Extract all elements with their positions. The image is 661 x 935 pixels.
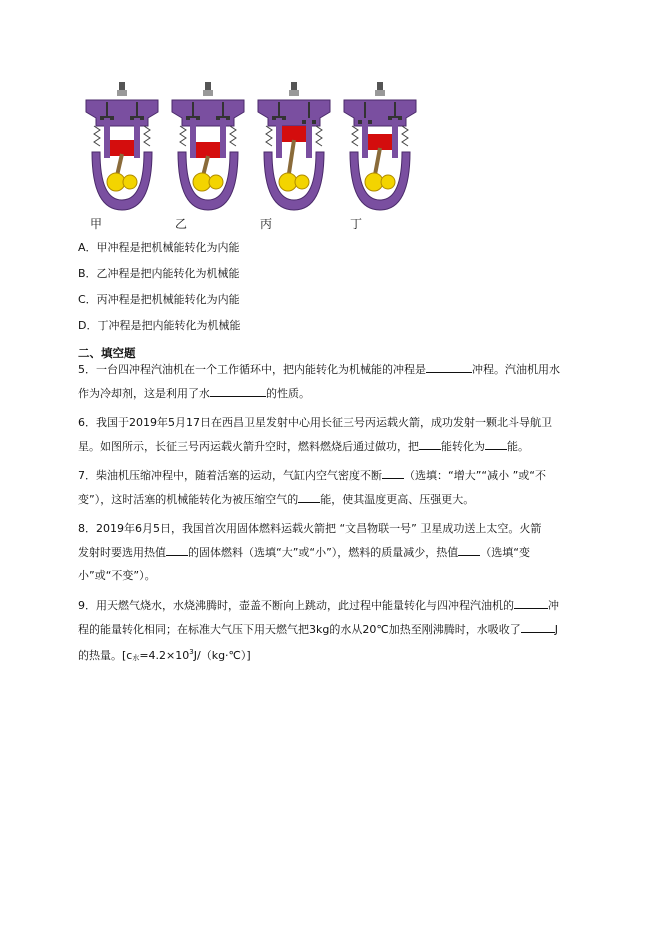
q5-text: 的性质。 xyxy=(266,386,310,400)
cylinder-head xyxy=(86,100,158,126)
q9-text: J/（kg·℃）] xyxy=(193,649,251,662)
q9-text: 冲 xyxy=(548,599,559,612)
label-jia: 甲 xyxy=(90,217,103,231)
question-7 xyxy=(78,464,583,511)
engine-3 xyxy=(258,82,330,210)
option-d: D．丁冲程是把内能转化为机械能 xyxy=(78,319,241,332)
question-9 xyxy=(78,594,583,671)
cylinder-wall-right xyxy=(306,118,312,158)
q9-text: 程的能量转化相同；在标准大气压下用天燃气把3kg的水从20℃加热至刚沸腾时，水吸收了 xyxy=(78,622,521,636)
cylinder-wall-left xyxy=(190,118,196,158)
spring-right xyxy=(144,126,150,146)
q7-text: 7．柴油机压缩冲程中，随着活塞的运动，气缸内空气密度不断 xyxy=(78,469,382,482)
q9-text: 9．用天燃气烧水，水烧沸腾时，壶盖不断向上跳动，此过程中能量转化与四冲程汽油机的 xyxy=(78,599,514,612)
engine-2 xyxy=(172,82,244,210)
q8-text: 小”或“不变”）。 xyxy=(78,569,156,582)
label-ding: 丁 xyxy=(350,217,363,231)
cylinder-wall-left xyxy=(104,118,110,158)
piston xyxy=(196,142,220,158)
q7-text: 变”），这时活塞的机械能转化为被压缩空气的 xyxy=(78,492,299,506)
cylinder-head xyxy=(344,100,416,126)
q9-blank-1 xyxy=(514,596,548,609)
q7-blank-2 xyxy=(298,490,320,503)
q9-superscript: 3 xyxy=(189,648,194,656)
q6-blank-1 xyxy=(419,437,441,450)
cylinder-wall-left xyxy=(362,118,368,158)
engine-diagrams xyxy=(78,82,418,217)
section-title: 二、填空题 xyxy=(78,346,136,360)
cylinder-wall-left xyxy=(276,118,282,158)
q9-subscript: 水 xyxy=(132,654,140,662)
label-bing: 丙 xyxy=(260,217,273,231)
q8-text: （选填“变 xyxy=(480,545,530,559)
cylinder-wall-right xyxy=(134,118,140,158)
question-8 xyxy=(78,517,583,588)
q5-blank-1 xyxy=(426,360,472,373)
q9-text: =4.2×10 xyxy=(139,649,190,662)
piston xyxy=(110,140,134,156)
q9-text: 的热量。[c xyxy=(78,649,133,662)
q5-text: 作为冷却剂，这是利用了水 xyxy=(78,386,210,400)
spring-right xyxy=(402,126,408,146)
q8-text: 发射时要选用热值 xyxy=(78,545,166,559)
crank-wheel xyxy=(193,173,211,191)
piston xyxy=(282,126,306,142)
spring-right xyxy=(316,126,322,146)
flywheel xyxy=(209,175,223,189)
engine-stroke-figure xyxy=(78,82,418,237)
q8-text: 8．2019年6月5日，我国首次用固体燃料运载火箭把 “文昌物联一号” 卫星成功送上太空。火箭 xyxy=(78,522,542,535)
spring-right xyxy=(230,126,236,146)
spring-left xyxy=(94,126,100,146)
spark-plug-base xyxy=(117,90,127,96)
q9-text: J xyxy=(554,622,558,636)
q8-blank-1 xyxy=(166,543,188,556)
spring-left xyxy=(352,126,358,146)
q7-text: 能，使其温度更高、压强更大。 xyxy=(320,492,475,506)
q8-blank-2 xyxy=(458,543,480,556)
q6-blank-2 xyxy=(485,437,507,450)
q8-text: 的固体燃料（选填“大”或“小”），燃料的质量减少，热值 xyxy=(188,545,459,559)
label-yi: 乙 xyxy=(175,217,188,231)
q6-text: 能。 xyxy=(507,439,529,453)
flywheel xyxy=(123,175,137,189)
cylinder-head xyxy=(258,100,330,126)
spring-left xyxy=(266,126,272,146)
crank-wheel xyxy=(279,173,297,191)
q6-text: 能转化为 xyxy=(441,439,485,453)
cylinder-wall-right xyxy=(220,118,226,158)
flywheel xyxy=(295,175,309,189)
q6-text: 星。如图所示，长征三号丙运载火箭升空时，燃料燃烧后通过做功，把 xyxy=(78,439,419,453)
question-5 xyxy=(78,358,583,405)
option-a: A．甲冲程是把机械能转化为内能 xyxy=(78,241,240,254)
crank-wheel xyxy=(107,173,125,191)
figure-labels xyxy=(78,215,418,233)
q5-text: 5．一台四冲程汽油机在一个工作循环中，把内能转化为机械能的冲程是 xyxy=(78,363,426,376)
crank-wheel xyxy=(365,173,383,191)
flywheel xyxy=(381,175,395,189)
engine-1 xyxy=(86,82,158,210)
cylinder-head xyxy=(172,100,244,126)
spark-plug-base xyxy=(375,90,385,96)
spring-left xyxy=(180,126,186,146)
piston xyxy=(368,134,392,150)
q9-blank-2 xyxy=(521,620,555,633)
cylinder-wall-right xyxy=(392,118,398,158)
option-c: C．丙冲程是把机械能转化为内能 xyxy=(78,293,240,306)
spark-plug-base xyxy=(289,90,299,96)
q7-blank-1 xyxy=(382,466,404,479)
q5-blank-2 xyxy=(210,384,266,397)
engine-4 xyxy=(344,82,416,210)
spark-plug-base xyxy=(203,90,213,96)
question-6 xyxy=(78,411,583,458)
q7-text: （选填：“增大”“减小 ”或“不 xyxy=(404,469,546,482)
option-b: B．乙冲程是把内能转化为机械能 xyxy=(78,267,240,280)
q5-text: 冲程。汽油机用水 xyxy=(472,363,560,376)
q6-text: 6．我国于2019年5月17日在西昌卫星发射中心用长征三号丙运载火箭，成功发射一颗北斗导航卫 xyxy=(78,416,552,429)
